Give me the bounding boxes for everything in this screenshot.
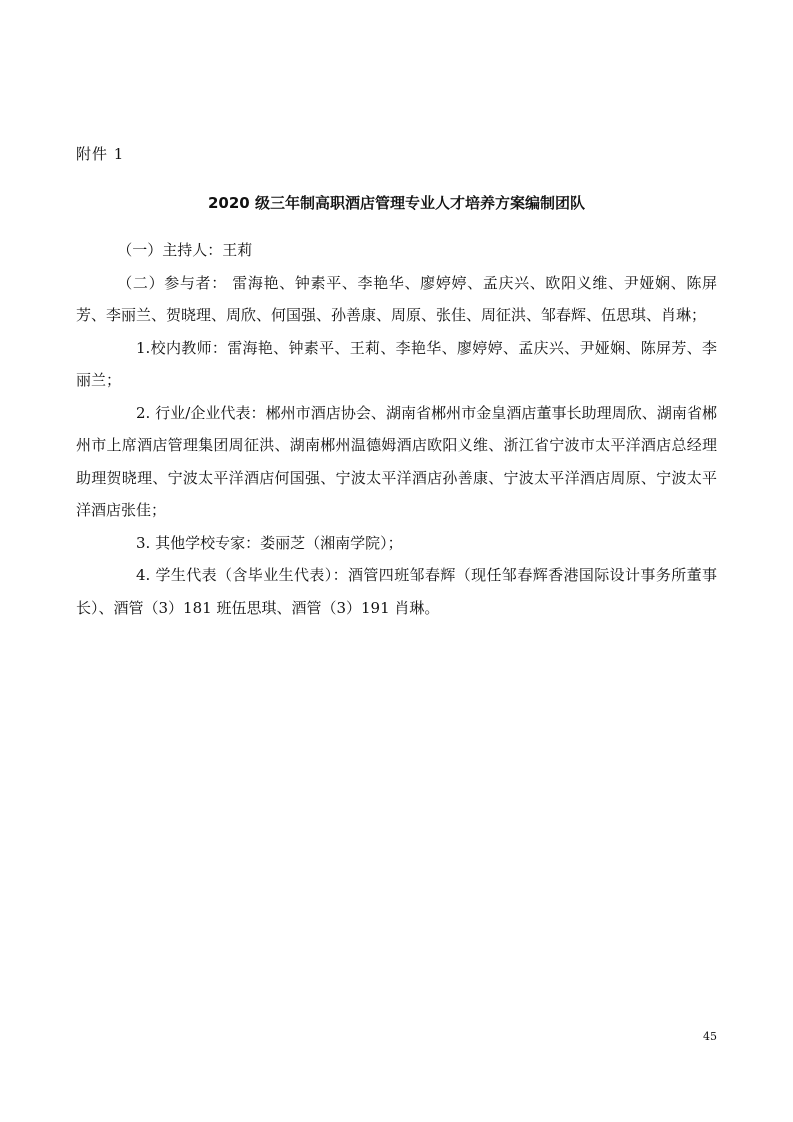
host-paragraph: （一）主持人：王莉 bbox=[117, 241, 253, 259]
attachment-label: 附件 1 bbox=[76, 145, 125, 163]
student-representatives-paragraph: 4. 学生代表（含毕业生代表）：酒管四班邹春辉（现任邹春辉香港国际设计事务所董事长）、酒管（3）181 班伍思琪、酒管（3）191 肖琳。 bbox=[76, 566, 717, 617]
school-teachers-paragraph: 1.校内教师：雷海艳、钟素平、王莉、李艳华、廖婷婷、孟庆兴、尹娅娴、陈屏芳、李丽兰； bbox=[76, 338, 717, 389]
other-experts-paragraph: 3. 其他学校专家：娄丽芝（湘南学院）； bbox=[136, 533, 403, 552]
industry-representatives-paragraph: 2. 行业/企业代表：郴州市酒店协会、湖南省郴州市金皇酒店董事长助理周欣、湖南省郴州市上席酒店管理集团周征洪、湖南郴州温德姆酒店欧阳义维、浙江省宁波市太平洋酒店总经理助理贺晓理、宁波太平洋酒店何国强、宁波太平洋酒店孙善康、宁波太平洋酒店周原、宁波太平洋酒店张佳； bbox=[76, 403, 717, 519]
document-title: 2020 级三年制高职酒店管理专业人才培养方案编制团队 bbox=[208, 194, 585, 212]
page-number: 45 bbox=[703, 1030, 717, 1043]
participants-paragraph: （二）参与者： 雷海艳、钟素平、李艳华、廖婷婷、孟庆兴、欧阳义维、尹娅娴、陈屏芳、李丽兰、贺晓理、周欣、何国强、孙善康、周原、张佳、周征洪、邹春辉、伍思琪、肖琳； bbox=[76, 273, 717, 324]
document-body bbox=[76, 234, 717, 624]
